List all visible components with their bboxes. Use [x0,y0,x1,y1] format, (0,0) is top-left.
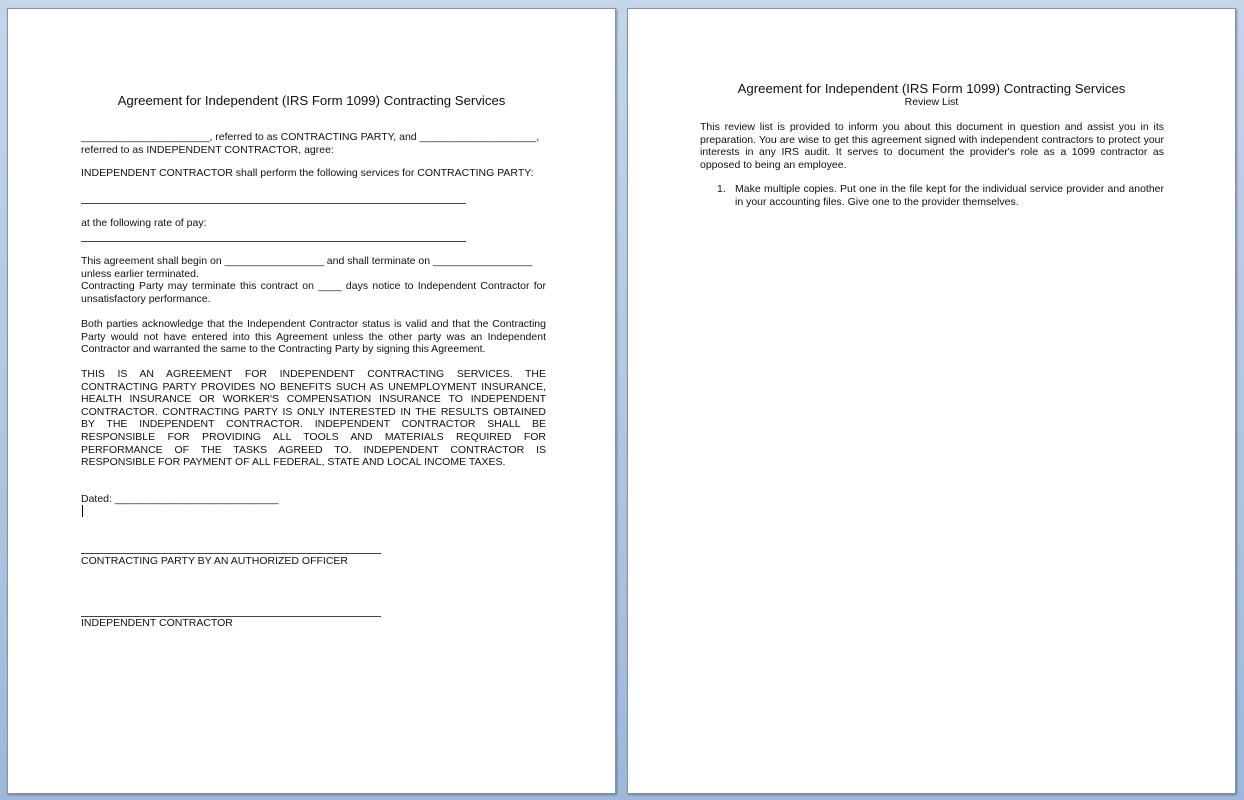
intro-paragraph: This review list is provided to inform you about this document in question and assist you in its preparation. You are wise to get this agreement signed with independent contractors to protect your interests in any IRS audit. It serves to document the provider's role as a 1099 contractor as opposed to being an employee. [700,121,1164,171]
document-page-2 [627,8,1236,794]
dated-field: Dated: ____________________________ [81,493,279,505]
termination-text: Contracting Party may terminate this contract on ____ days notice to Independent Contractor for unsatisfactory performance. [81,280,546,305]
signature-label-1: CONTRACTING PARTY BY AN AUTHORIZED OFFICER [81,555,349,567]
list-item-text: Make multiple copies. Put one in the file kept for the individual service provider and another in your accounting files. Give one to the provider themselves. [735,183,1164,208]
page-subtitle: Review List [904,96,959,108]
signature-label-2: INDEPENDENT CONTRACTOR [81,617,233,629]
page-title: Agreement for Independent (IRS Form 1099) Contracting Services [117,93,506,108]
page-title: Agreement for Independent (IRS Form 1099) Contracting Services [737,81,1126,96]
term-paragraph [81,255,546,305]
parties-line-2: referred to as INDEPENDENT CONTRACTOR, agree: [81,143,334,156]
parties-line-1: ______________________, referred to as CONTRACTING PARTY, and ____________________, [81,131,540,143]
term-line-1: This agreement shall begin on _________________ and shall terminate on _________________ [81,255,533,267]
caps-paragraph: THIS IS AN AGREEMENT FOR INDEPENDENT CONTRACTING SERVICES. THE CONTRACTING PARTY PROVIDES NO BENEFITS SUCH AS UNEMPLOYMENT INSURANCE, HEALTH INSURANCE OR WORKER'S COMPENSATION INSURANCE TO INDEPENDENT CONTRACTOR. CONTRACTING PARTY IS ONLY INTERESTED IN THE RESULTS OBTAINED BY THE INDEPENDENT CONTRACTOR. INDEPENDENT CONTRACTOR SHALL BE RESPONSIBLE FOR PROVIDING ALL TOOLS AND MATERIALS REQUIRED FOR PERFORMANCE OF THE TASKS AGREED TO. INDEPENDENT CONTRACTOR IS RESPONSIBLE FOR PAYMENT OF ALL FEDERAL, STATE AND LOCAL INCOME TAXES. [81,368,546,469]
services-paragraph: INDEPENDENT CONTRACTOR shall perform the following services for CONTRACTING PARTY: [81,167,534,179]
list-item-number: 1. [717,183,726,195]
services-blank-line [81,203,466,204]
rate-blank-line [81,241,466,242]
parties-paragraph [81,131,546,156]
rate-paragraph: at the following rate of pay: [81,217,207,229]
document-page-1 [7,8,616,794]
term-line-2: unless earlier terminated. [81,267,199,280]
signature-line-1 [81,553,381,554]
text-cursor [82,505,83,517]
acknowledge-paragraph: Both parties acknowledge that the Independent Contractor status is valid and that the Contracting Party would not have entered into this Agreement unless the other party was an Independent Contractor and warranted the same to the Contracting Party by signing this Agreement. [81,318,546,356]
